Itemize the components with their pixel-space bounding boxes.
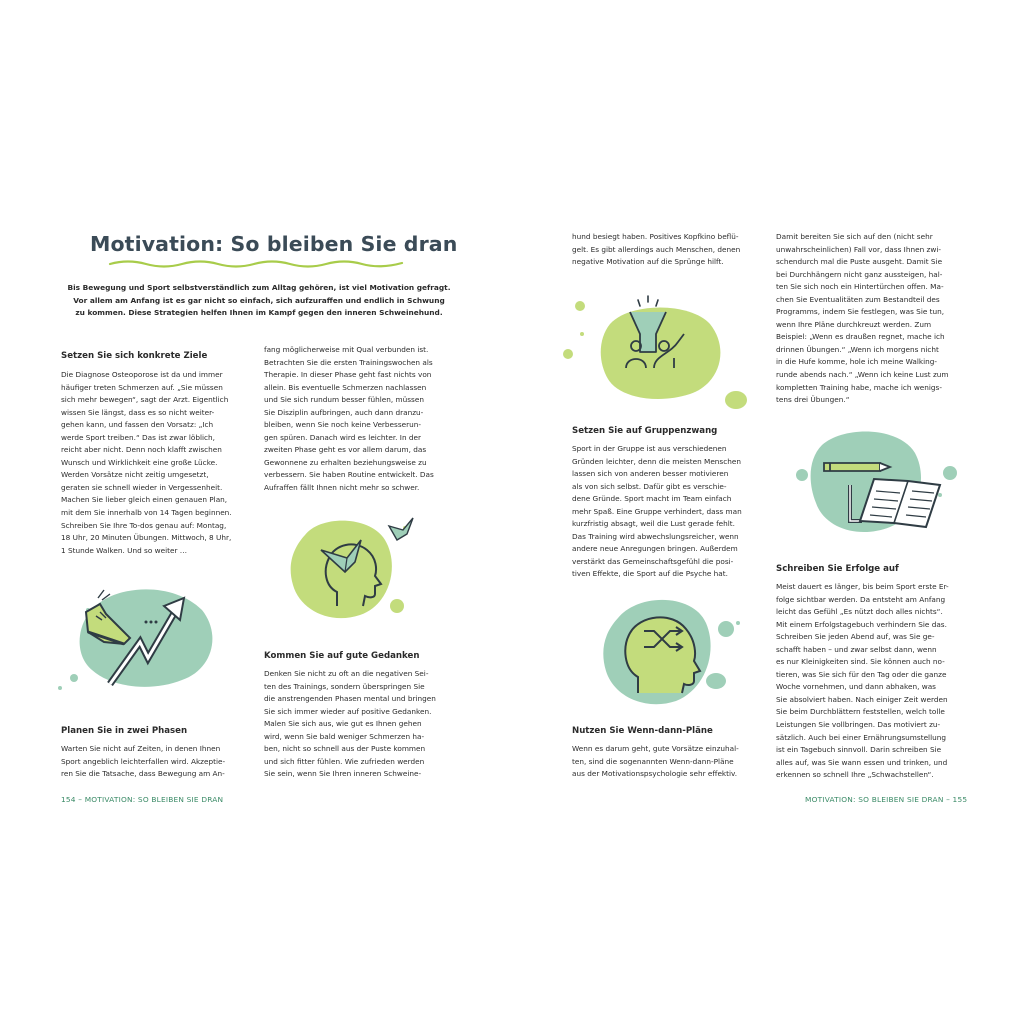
pencil-book-icon <box>790 425 960 545</box>
group-cheer-icon <box>560 294 755 414</box>
title-wave-underline <box>108 258 404 268</box>
heading-phasen: Planen Sie in zwei Phasen <box>61 726 188 736</box>
heading-erfolge: Schreiben Sie Erfolge auf <box>776 564 899 574</box>
text-phasen-cont: fang möglicherweise mit Qual verbunden ist. Betrachten Sie die ersten Trainingswochen als Therapie. In dieser Phase geht fast nichts von allein. Bis eventuelle Schmerzen nachlassen und Sie sich rundum besser fühlen, müssen Sie Disziplin aufbringen, auch dann dranzu- bleiben, wenn Sie noch keine Verbesserun- gen spüren. Danach wird es leichter. In der zweiten Phase geht es vor allem darum, das Gewonnene zu erhalten beziehungsweise zu verbessern. Sie haben Routine entwickelt. Das Aufraffen fällt Ihnen nicht mehr so schwer. <box>264 345 434 493</box>
heading-ziele: Setzen Sie sich konkrete Ziele <box>61 351 208 361</box>
page-title: Motivation: So bleiben Sie dran <box>90 232 458 256</box>
text-gedanken-cont: hund besiegt haben. Positives Kopfkino beflü- gelt. Es gibt allerdings auch Menschen, denen negative Motivation auf die Sprünge hilft. <box>572 232 741 267</box>
heading-gedanken: Kommen Sie auf gute Gedanken <box>264 651 420 661</box>
head-shuffle-icon <box>598 593 748 711</box>
text-erfolge: Meist dauert es länger, bis beim Sport erste Er- folge sichtbar werden. Da entsteht am Anfang leicht das Gefühl „Es nützt doch alles nichts“. Mit einem Erfolgstagebuch verhindern Sie das. Schreiben Sie jeden Abend auf, was Sie ge- schafft haben – und zwar selbst dann, wenn es nur Kleinigkeiten sind. Sie können auch no- tieren, was Sie sich für den Tag oder die ganze Woche vornehmen, und dann abhaken, was Sie absolviert haben. Nach einiger Zeit werden Sie beim Durchblättern feststellen, welch tolle Leistungen Sie vollbringen. Das motiviert zu- sätzlich. Auch bei einer Ernährungsumstellung ist ein Tagebuch sinnvoll. Darin schreiben Sie alles auf, was Sie wann essen und trinken, und erkennen so schnell Ihre „Schwachstellen“. <box>776 582 949 780</box>
text-phasen: Warten Sie nicht auf Zeiten, in denen Ihnen Sport angeblich leichterfallen wird. Akzeptie- ren Sie die Tatsache, dass Bewegung am An- <box>61 744 226 779</box>
text-wenn: Wenn es darum geht, gute Vorsätze einzuhal- ten, sind die sogenannten Wenn-dann-Pläne aus der Motivationspsychologie sehr effektiv. <box>572 744 739 779</box>
footer-right: MOTIVATION: SO BLEIBEN SIE DRAN – 155 <box>805 795 968 804</box>
shoe-arrow-icon <box>52 580 222 700</box>
head-birds-icon <box>285 510 420 625</box>
footer-left: 154 – MOTIVATION: SO BLEIBEN SIE DRAN <box>61 795 224 804</box>
text-wenn-cont: Damit bereiten Sie sich auf den (nicht sehr unwahrscheinlichen) Fall vor, dass Ihnen zwi- schendurch mal die Puste ausgeht. Damit Sie bei Durchhängern nicht ganz aussteigen, hal- ten Sie sich noch ein Hintertürchen offen. Ma- chen Sie Eventualitäten zum Bestandteil des Programms, indem Sie festlegen, was Sie tun, wenn Ihre Pläne durchkreuzt werden. Zum Beispiel: „Wenn es draußen regnet, mache ich drinnen Übungen.“ „Wenn ich morgens nicht in die Hufe komme, hole ich meine Walking- runde abends nach.“ „Wenn ich keine Lust zum kompletten Training habe, mache ich wenigs- tens drei Übungen.“ <box>776 232 949 405</box>
text-gedanken: Denken Sie nicht zu oft an die negativen Sei- ten des Trainings, sondern überspringen Sie die anstrengenden Phasen mental und bringen Sie sich immer wieder auf positive Gedanken. Malen Sie sich aus, wie gut es Ihnen gehen wird, wenn Sie bald weniger Schmerzen ha- ben, nicht so schnell aus der Puste kommen und sich fitter fühlen. Wie zufrieden werden Sie sein, wenn Sie Ihren inneren Schweine- <box>264 669 436 779</box>
heading-wenn: Nutzen Sie Wenn-dann-Pläne <box>572 726 713 736</box>
heading-gruppe: Setzen Sie auf Gruppenzwang <box>572 426 718 436</box>
text-gruppe: Sport in der Gruppe ist aus verschiedenen Gründen leichter, denn die meisten Menschen lassen sich von anderen besser motivieren als von sich selbst. Dafür gibt es verschie- dene Gründe. Sport macht im Team einfach mehr Spaß. Eine Gruppe verhindert, dass man kurzfristig absagt, weil die Lust gerade fehlt. Das Training wird abwechslungsreicher, wenn andere neue Anregungen bringen. Außerdem verstärkt das Gemeinschaftsgefühl die posi- tiven Effekte, die Sport auf die Psyche hat. <box>572 444 742 579</box>
intro-text: Bis Bewegung und Sport selbstverständlich zum Alltag gehören, ist viel Motivation gefragt. Vor allem am Anfang ist es gar nicht so einfach, sich aufzuraffen und endlich in Schwung zu kommen. Diese Strategien helfen Ihnen im Kampf gegen den inneren Schweinehund. <box>67 283 451 318</box>
text-ziele: Die Diagnose Osteoporose ist da und immer häufiger treten Schmerzen auf. „Sie müssen sich mehr bewegen“, sagt der Arzt. Eigentlich wissen Sie längst, dass es so nicht weiter- gehen kann, und fassen den Vorsatz: „Ich werde Sport treiben.“ Das ist zwar löblich, reicht aber nicht. Denn noch klafft zwischen Wunsch und Wirklichkeit eine große Lücke. Werden Vorsätze nicht zeitig umgesetzt, geraten sie schnell wieder in Vergessenheit. Machen Sie lieber gleich einen genauen Plan, mit dem Sie innerhalb von 14 Tagen beginnen. Schreiben Sie Ihre To-dos genau auf: Montag, 18 Uhr, 20 Minuten Übungen. Mittwoch, 8 Uhr, 1 Stunde Walken. Und so weiter … <box>61 370 232 555</box>
